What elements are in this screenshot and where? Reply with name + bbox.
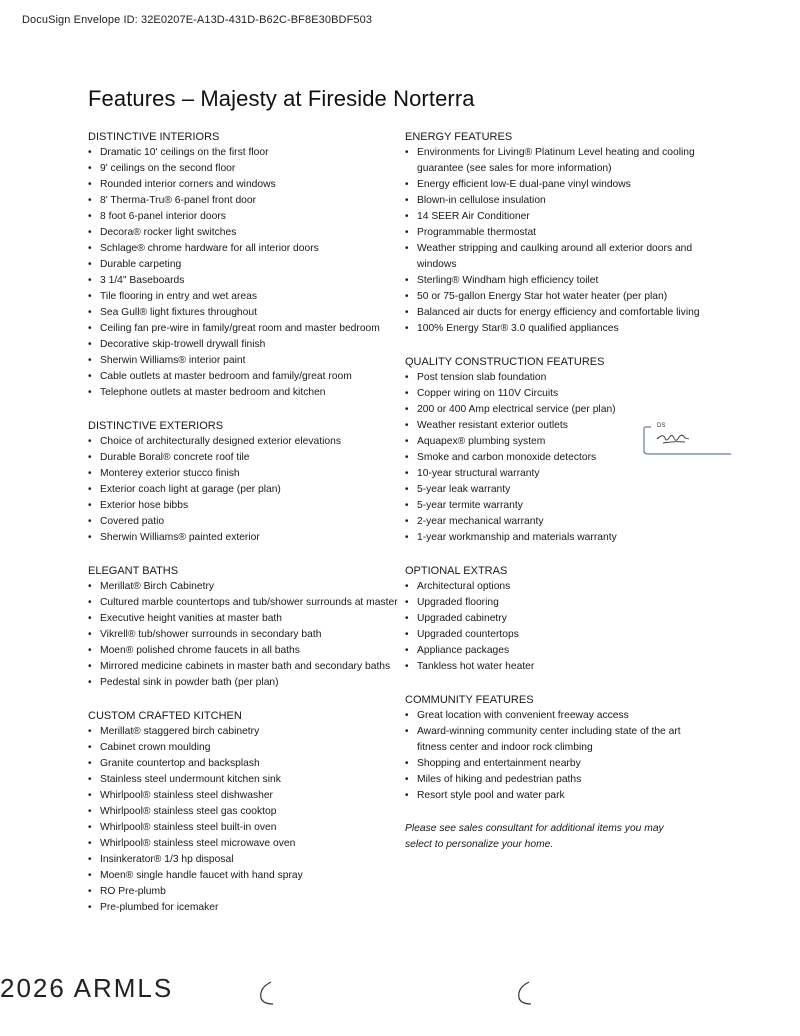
- feature-item: • Appliance packages: [405, 643, 705, 659]
- feature-item: • 10-year structural warranty: [405, 466, 705, 482]
- left-column: [88, 129, 398, 933]
- feature-list: [88, 579, 398, 691]
- feature-item: • 3 1/4" Baseboards: [88, 273, 398, 289]
- feature-item: • 5-year termite warranty: [405, 498, 705, 514]
- feature-item: • 8 foot 6-panel interior doors: [88, 209, 398, 225]
- page-title: Features – Majesty at Fireside Norterra: [88, 86, 475, 111]
- initials-box-frame-icon: [643, 425, 731, 455]
- feature-item: • Resort style pool and water park: [405, 788, 705, 804]
- feature-item: • Cultured marble countertops and tub/shower surrounds at master: [88, 595, 398, 611]
- section-optional-extras: [405, 563, 705, 675]
- feature-list: [88, 724, 398, 916]
- feature-item: • Copper wiring on 110V Circuits: [405, 386, 705, 402]
- initials-signature-box[interactable]: [643, 425, 731, 455]
- feature-item: • Sea Gull® light fixtures throughout: [88, 305, 398, 321]
- feature-list: [405, 370, 705, 546]
- feature-item: • Exterior coach light at garage (per plan): [88, 482, 398, 498]
- feature-item: • 14 SEER Air Conditioner: [405, 209, 705, 225]
- feature-item: • Upgraded cabinetry: [405, 611, 705, 627]
- crescent-mark-icon: [255, 980, 277, 1006]
- section-title: QUALITY CONSTRUCTION FEATURES: [405, 356, 605, 368]
- feature-item: • Pre-plumbed for icemaker: [88, 900, 398, 916]
- section-distinctive-interiors: [88, 129, 398, 401]
- docusign-envelope-id: DocuSign Envelope ID: 32E0207E-A13D-431D-B62C-BF8E30BDF503: [22, 14, 373, 26]
- section-title: ENERGY FEATURES: [405, 131, 513, 143]
- initials-tag: DS: [657, 423, 666, 429]
- feature-item: • Decorative skip-trowell drywall finish: [88, 337, 398, 353]
- feature-item: • Programmable thermostat: [405, 225, 705, 241]
- feature-item: • Upgraded flooring: [405, 595, 705, 611]
- feature-item: • Stainless steel undermount kitchen sink: [88, 772, 398, 788]
- feature-item: • Sherwin Williams® painted exterior: [88, 530, 398, 546]
- armls-watermark: 2026 ARMLS: [0, 973, 174, 1003]
- feature-item: • Whirlpool® stainless steel microwave oven: [88, 836, 398, 852]
- feature-item: • Whirlpool® stainless steel built-in oven: [88, 820, 398, 836]
- feature-item: • Environments for Living® Platinum Level heating and cooling guarantee (see sales for more information): [405, 145, 705, 177]
- feature-item: • Whirlpool® stainless steel dishwasher: [88, 788, 398, 804]
- section-custom-crafted-kitchen: [88, 708, 398, 916]
- section-elegant-baths: [88, 563, 398, 691]
- feature-item: • Exterior hose bibbs: [88, 498, 398, 514]
- feature-item: • Mirrored medicine cabinets in master bath and secondary baths: [88, 659, 398, 675]
- feature-item: • Covered patio: [88, 514, 398, 530]
- feature-item: • 1-year workmanship and materials warranty: [405, 530, 705, 546]
- feature-item: • Sterling® Windham high efficiency toilet: [405, 273, 705, 289]
- feature-item: • Cable outlets at master bedroom and family/great room: [88, 369, 398, 385]
- feature-item: • Whirlpool® stainless steel gas cooktop: [88, 804, 398, 820]
- feature-list: [405, 708, 705, 804]
- feature-item: • Rounded interior corners and windows: [88, 177, 398, 193]
- section-title: OPTIONAL EXTRAS: [405, 565, 508, 577]
- feature-item: • Tankless hot water heater: [405, 659, 705, 675]
- section-title: CUSTOM CRAFTED KITCHEN: [88, 710, 242, 722]
- feature-list: [88, 145, 398, 401]
- feature-item: • Architectural options: [405, 579, 705, 595]
- section-title: ELEGANT BATHS: [88, 565, 179, 577]
- feature-item: • Choice of architecturally designed exterior elevations: [88, 434, 398, 450]
- section-distinctive-exteriors: [88, 418, 398, 546]
- feature-item: • Telephone outlets at master bedroom and kitchen: [88, 385, 398, 401]
- feature-item: • Miles of hiking and pedestrian paths: [405, 772, 705, 788]
- feature-item: • Moen® polished chrome faucets in all baths: [88, 643, 398, 659]
- feature-item: • Sherwin Williams® interior paint: [88, 353, 398, 369]
- feature-item: • Post tension slab foundation: [405, 370, 705, 386]
- feature-item: • Monterey exterior stucco finish: [88, 466, 398, 482]
- feature-item: • RO Pre-plumb: [88, 884, 398, 900]
- feature-item: • Tile flooring in entry and wet areas: [88, 289, 398, 305]
- feature-item: • Insinkerator® 1/3 hp disposal: [88, 852, 398, 868]
- section-community-features: [405, 692, 705, 804]
- feature-item: • 100% Energy Star® 3.0 qualified appliances: [405, 321, 705, 337]
- feature-item: • Merillat® Birch Cabinetry: [88, 579, 398, 595]
- feature-item: • Schlage® chrome hardware for all interior doors: [88, 241, 398, 257]
- feature-item: • Ceiling fan pre-wire in family/great room and master bedroom: [88, 321, 398, 337]
- feature-item: • Dramatic 10' ceilings on the first floor: [88, 145, 398, 161]
- feature-item: • Shopping and entertainment nearby: [405, 756, 705, 772]
- feature-item: • 200 or 400 Amp electrical service (per plan): [405, 402, 705, 418]
- feature-list: [88, 434, 398, 546]
- section-energy-features: [405, 129, 705, 337]
- right-column: [405, 129, 705, 853]
- feature-item: • Weather stripping and caulking around all exterior doors and windows: [405, 241, 705, 273]
- sales-note: Please see sales consultant for additional items you may select to personalize your home.: [405, 823, 664, 850]
- feature-item: • Durable Boral® concrete roof tile: [88, 450, 398, 466]
- feature-item: • Durable carpeting: [88, 257, 398, 273]
- feature-item: • Award-winning community center including state of the art fitness center and indoor rock climbing: [405, 724, 705, 756]
- feature-item: • Pedestal sink in powder bath (per plan): [88, 675, 398, 691]
- feature-list: [405, 145, 705, 337]
- feature-item: • Aquapex® plumbing system: [405, 434, 705, 450]
- feature-item: • 50 or 75-gallon Energy Star hot water heater (per plan): [405, 289, 705, 305]
- section-title: DISTINCTIVE EXTERIORS: [88, 420, 224, 432]
- feature-list: [405, 579, 705, 675]
- feature-item: • Smoke and carbon monoxide detectors: [405, 450, 705, 466]
- feature-item: • Vikrell® tub/shower surrounds in secondary bath: [88, 627, 398, 643]
- feature-item: • Great location with convenient freeway access: [405, 708, 705, 724]
- feature-item: • Executive height vanities at master bath: [88, 611, 398, 627]
- section-title: DISTINCTIVE INTERIORS: [88, 131, 220, 143]
- feature-item: • 5-year leak warranty: [405, 482, 705, 498]
- feature-item: • Upgraded countertops: [405, 627, 705, 643]
- feature-item: • Balanced air ducts for energy efficiency and comfortable living: [405, 305, 705, 321]
- feature-item: • Weather resistant exterior outlets: [405, 418, 705, 434]
- feature-item: • Merillat® staggered birch cabinetry: [88, 724, 398, 740]
- feature-item: • Energy efficient low-E dual-pane vinyl windows: [405, 177, 705, 193]
- feature-item: • Granite countertop and backsplash: [88, 756, 398, 772]
- feature-item: • Moen® single handle faucet with hand spray: [88, 868, 398, 884]
- feature-item: • Decora® rocker light switches: [88, 225, 398, 241]
- section-title: COMMUNITY FEATURES: [405, 694, 534, 706]
- feature-item: • 2-year mechanical warranty: [405, 514, 705, 530]
- feature-item: • Cabinet crown moulding: [88, 740, 398, 756]
- feature-item: • Blown-in cellulose insulation: [405, 193, 705, 209]
- feature-item: • 8' Therma-Tru® 6-panel front door: [88, 193, 398, 209]
- feature-item: • 9' ceilings on the second floor: [88, 161, 398, 177]
- crescent-mark-icon: [513, 980, 535, 1006]
